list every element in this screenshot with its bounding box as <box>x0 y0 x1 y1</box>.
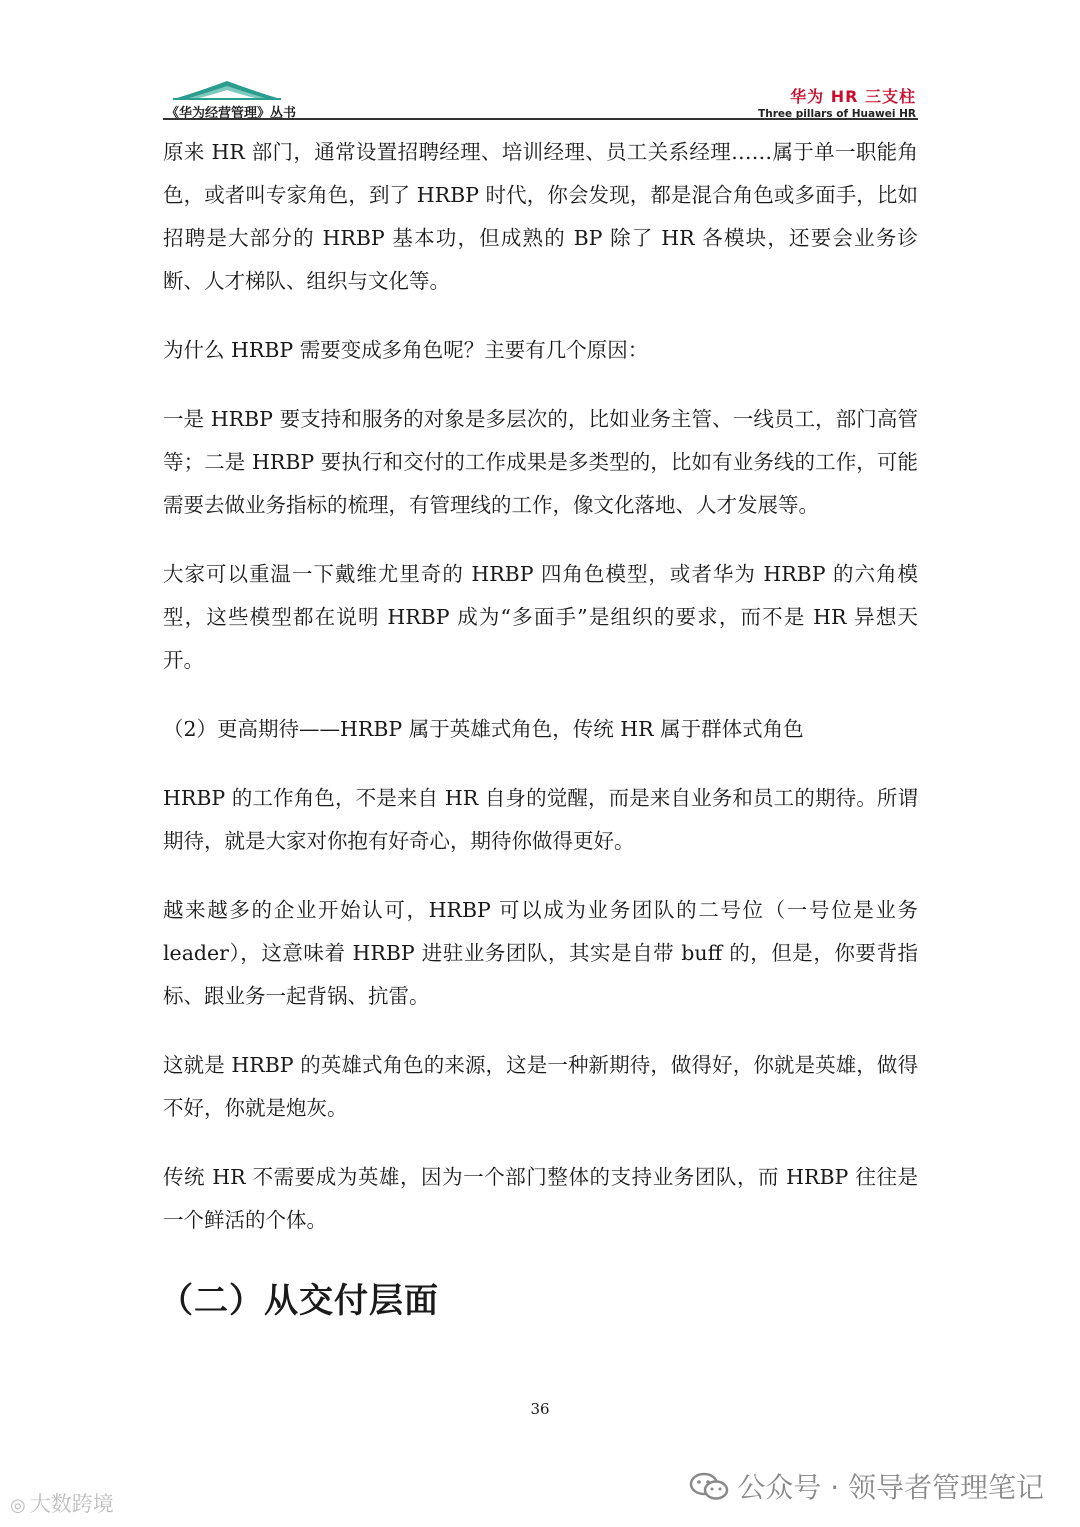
subheading: （2）更高期待——HRBP 属于英雄式角色，传统 HR 属于群体式角色 <box>163 717 804 741</box>
watermark-left-text: 大数跨境 <box>29 1492 114 1516</box>
paragraph: 为什么 HRBP 需要变成多角色呢？主要有几个原因： <box>163 338 649 362</box>
paragraph: 原来 HR 部门，通常设置招聘经理、培训经理、员工关系经理……属于单一职能角色，或者叫专家角色，到了 HRBP 时代，你会发现，都是混合角色或多面手，比如招聘是大部分的 HRBP 基本功，但成熟的 BP 除了 HR 各模块，还要会业务诊断、人才梯队、组织与文化等。 <box>163 140 918 293</box>
paragraph: 传统 HR 不需要成为英雄，因为一个部门整体的支持业务团队，而 HRBP 往往是一个鲜活的个体。 <box>163 1165 918 1232</box>
page-header <box>163 78 918 120</box>
paragraph: 一是 HRBP 要支持和服务的对象是多层次的，比如业务主管、一线员工，部门高管等；二是 HRBP 要执行和交付的工作成果是多类型的，比如有业务线的工作，可能需要去做业务指标的梳理，有管理线的工作，像文化落地、人才发展等。 <box>163 407 918 517</box>
header-divider <box>163 118 918 120</box>
watermark-logo-icon: ◎ <box>10 1495 26 1516</box>
paragraph: 越来越多的企业开始认可，HRBP 可以成为业务团队的二号位（一号位是业务 leader），这意味着 HRBP 进驻业务团队，其实是自带 buff 的，但是，你要背指标、跟业务一起背锅、抗雷。 <box>163 898 918 1008</box>
paragraph: 这就是 HRBP 的英雄式角色的来源，这是一种新期待，做得好，你就是英雄，做得不好，你就是炮灰。 <box>163 1053 918 1120</box>
section-title: （二）从交付层面 <box>159 1281 439 1321</box>
series-title: 《华为经营管理》丛书 <box>166 106 297 121</box>
wechat-icon <box>689 1471 729 1501</box>
brand-subtitle: Three pillars of Huawei HR <box>758 108 916 120</box>
watermark-right-text: 公众号 · 领导者管理笔记 <box>737 1471 1044 1504</box>
brand-block <box>758 84 916 120</box>
paragraph: 大家可以重温一下戴维尤里奇的 HRBP 四角色模型，或者华为 HRBP 的六角模型，这些模型都在说明 HRBP 成为“多面手”是组织的要求，而不是 HR 异想天开。 <box>163 562 918 672</box>
watermark-left <box>10 1488 114 1518</box>
book-series-logo <box>173 78 281 102</box>
page-body <box>159 131 918 1326</box>
brand-title: 华为 HR 三支柱 <box>790 87 916 106</box>
paragraph: HRBP 的工作角色，不是来自 HR 自身的觉醒，而是来自业务和员工的期待。所谓期待，就是大家对你抱有好奇心，期待你做得更好。 <box>163 786 918 853</box>
watermark-right <box>689 1466 1044 1506</box>
page-number: 36 <box>530 1400 550 1418</box>
